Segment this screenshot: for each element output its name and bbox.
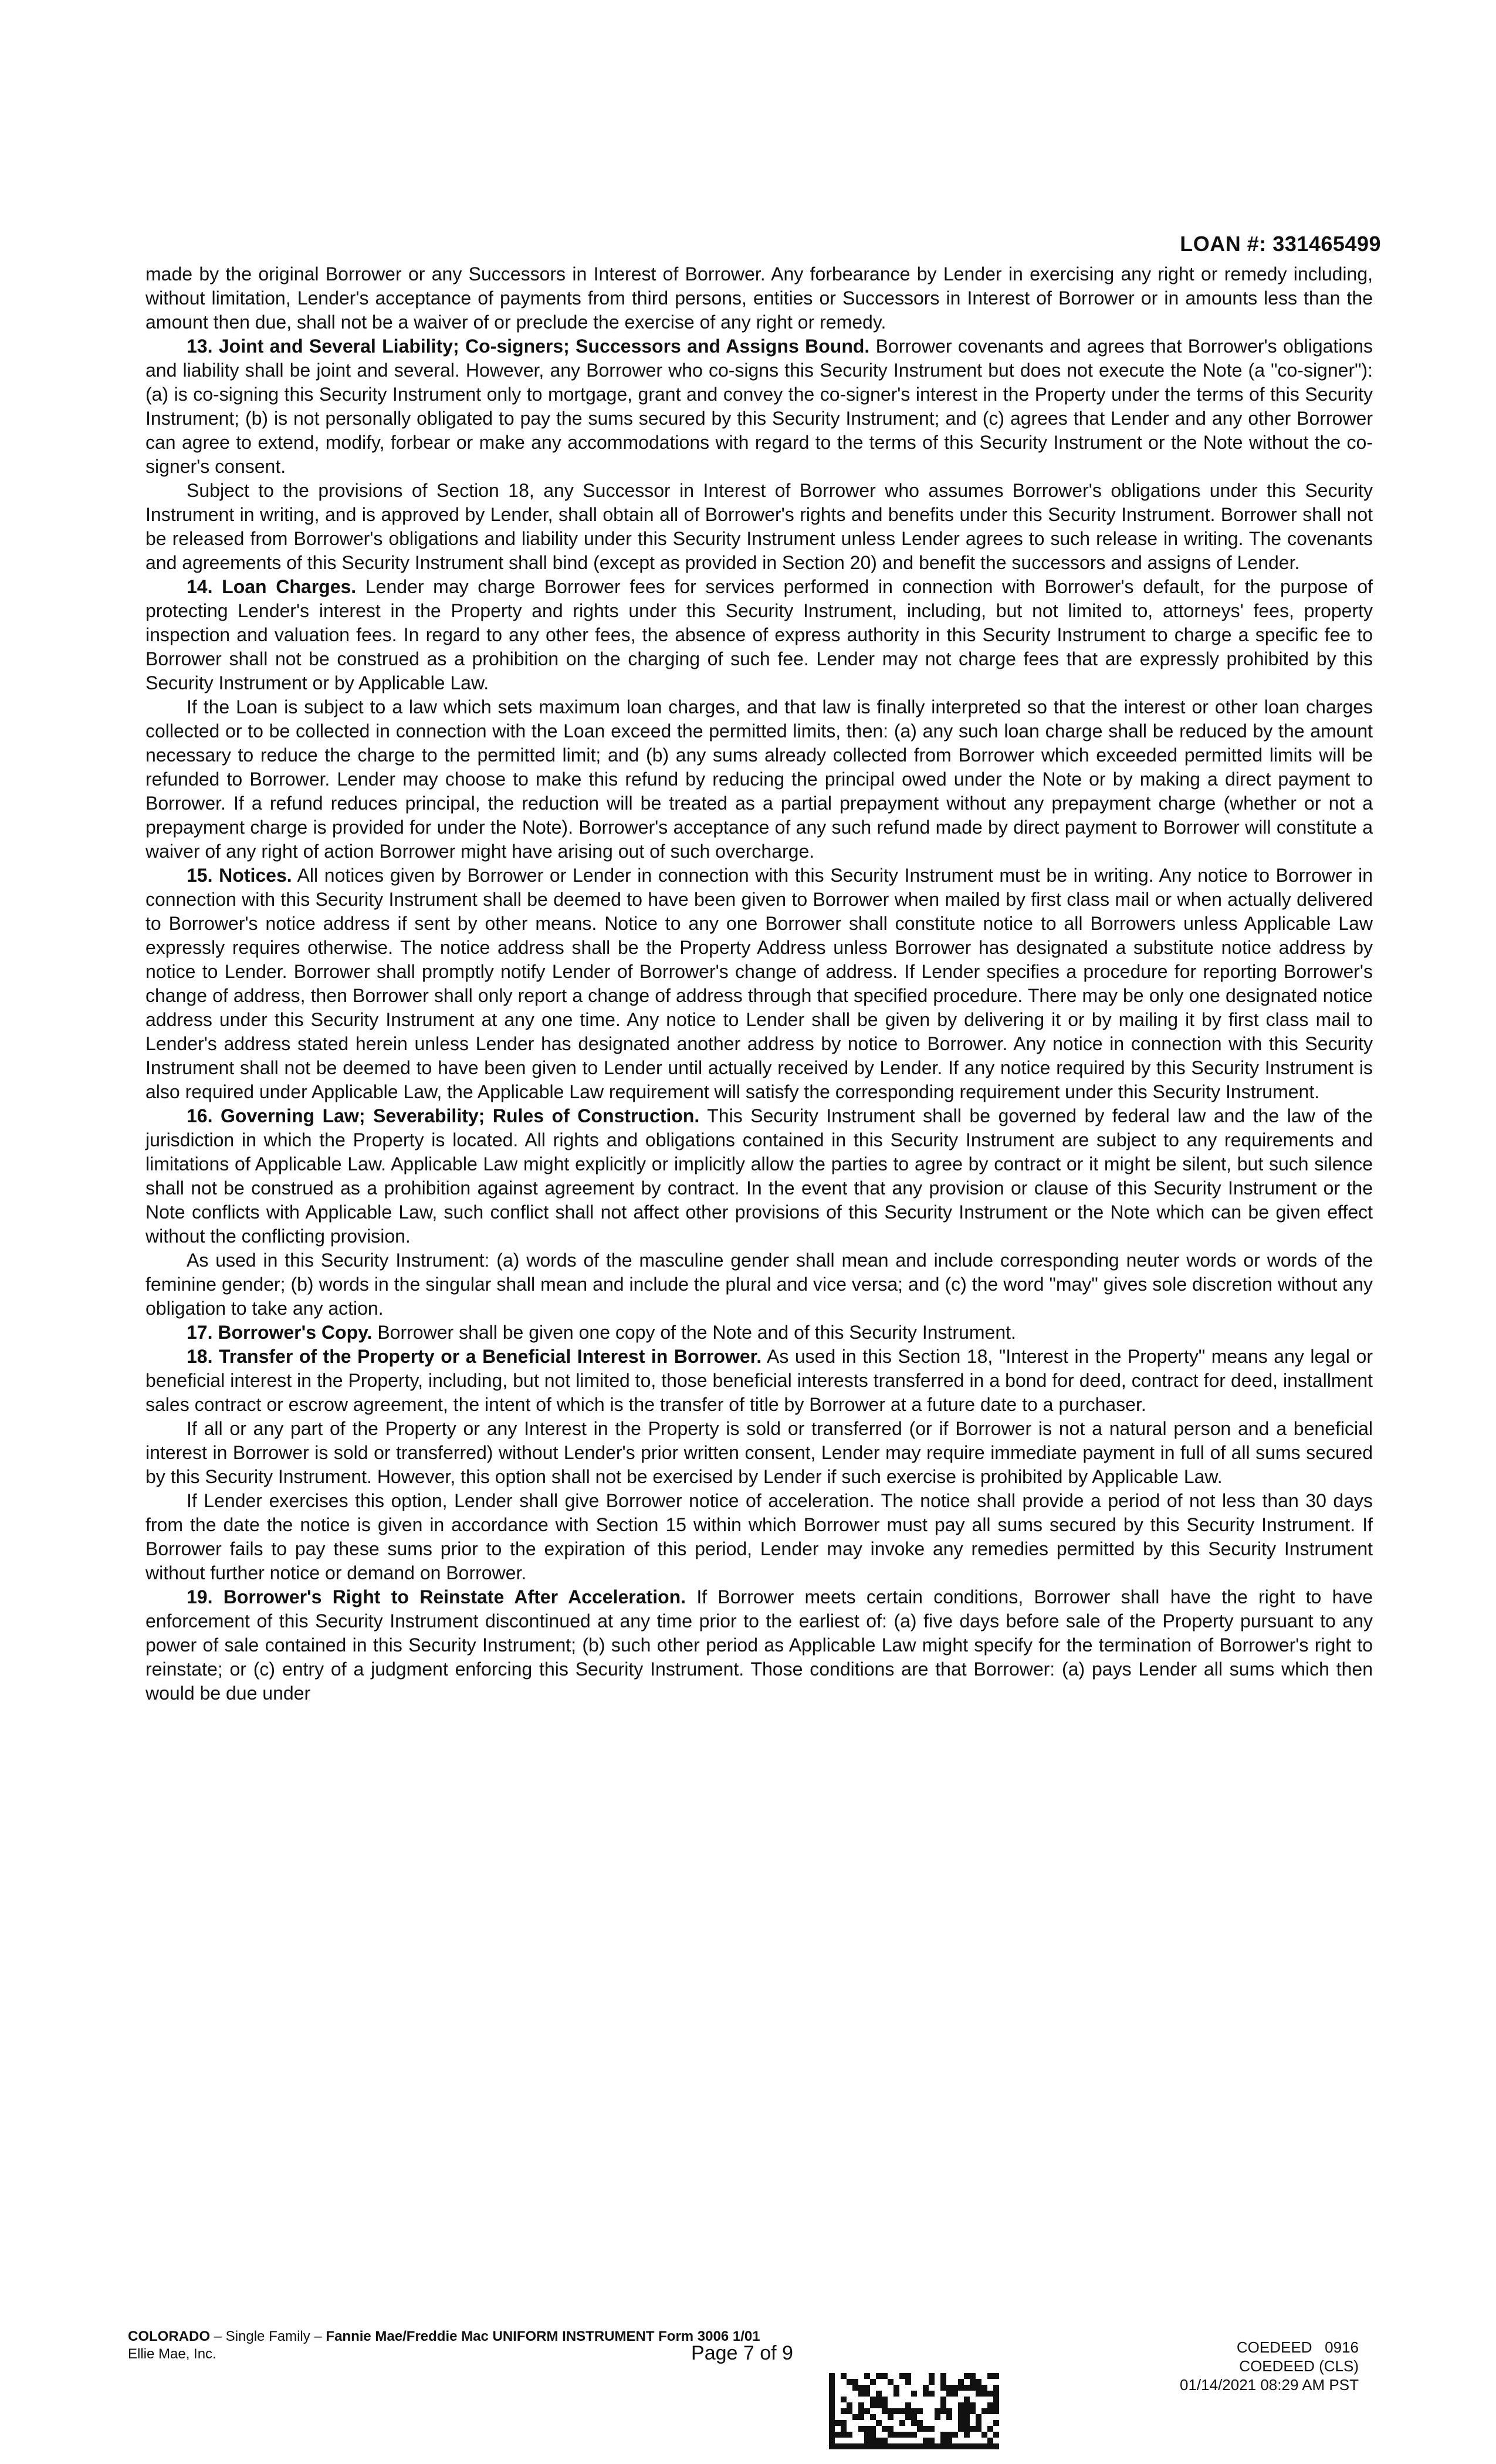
section-text: All notices given by Borrower or Lender in connection with this Security Instrument must be in writing. Any notice to Borrower in connection with this Security Instrument shall be deemed to have been given to Borrower when mailed by first class mail or when actually delivered to Borrower's notice address if sent by other means. Notice to any one Borrower shall constitute notice to all Borrowers unless Applicable Law expressly requires otherwise. The notice address shall be the Property Address unless Borrower has designated a substitute notice address by notice to Lender. Borrower shall promptly notify Lender of Borrower's change of address. If Lender specifies a procedure for reporting Borrower's change of address, then Borrower shall only report a change of address through that specified procedure. There may be only one designated notice address under this Security Instrument at any one time. Any notice to Lender shall be given by delivering it or by mailing it by first class mail to Lender's address stated herein unless Lender has designated another address by notice to Borrower. Any notice in connection with this Security Instrument shall not be deemed to have been given to Lender until actually received by Lender. If any notice required by this Security Instrument is also required under Applicable Law, the Applicable Law requirement will satisfy the corresponding requirement under this Security Instrument. xyxy=(145,865,1373,1102)
loan-number: LOAN #: 331465499 xyxy=(1180,232,1381,256)
form-state: COLORADO xyxy=(128,2328,210,2344)
section-14 xyxy=(145,575,1373,695)
print-timestamp: 01/14/2021 08:29 AM PST xyxy=(1180,2376,1359,2394)
section-paragraph: If Lender exercises this option, Lender shall give Borrower notice of acceleration. The notice shall provide a period of not less than 30 days from the date the notice is given in accordance with Section 15 within which Borrower must pay all sums secured by this Security Instrument. If Borrower fails to pay these sums prior to the expiration of this period, Lender may invoke any remedies permitted by this Security Instrument without further notice or demand on Borrower. xyxy=(145,1490,1373,1583)
section-text: This Security Instrument shall be governed by federal law and the law of the jurisdiction in which the Property is located. All rights and obligations contained in this Security Instrument are subject to any requirements and limitations of Applicable Law. Applicable Law might explicitly or implicitly allow the parties to agree by contract or it might be silent, but such silence shall not be construed as a prohibition against agreement by contract. In the event that any provision or clause of this Security Instrument or the Note conflicts with Applicable Law, such conflict shall not affect other provisions of this Security Instrument or the Note which can be given effect without the conflicting provision. xyxy=(145,1105,1373,1247)
barcode-image xyxy=(829,2373,999,2449)
section-number: 16. xyxy=(187,1105,213,1126)
section-18 xyxy=(145,1345,1373,1417)
section-title: Borrower's Right to Reinstate After Acceleration. xyxy=(223,1586,686,1607)
document-codes xyxy=(1180,2338,1359,2394)
section-text: As used in this Section 18, "Interest in the Property" means any legal or beneficial interest in the Property, including, but not limited to, those beneficial interests transferred in a bond for deed, contract for deed, installment sales contract or escrow agreement, the intent of which is the transfer of title by Borrower at a future date to a purchaser. xyxy=(145,1346,1373,1415)
section-title: Loan Charges. xyxy=(222,576,357,597)
section-number: 19. xyxy=(187,1586,213,1607)
continuation-paragraph: made by the original Borrower or any Successors in Interest of Borrower. Any forbearance by Lender in exercising any right or remedy including, without limitation, Lender's acceptance of payments from third persons, entities or Successors in Interest of Borrower or in amounts less than the amount then due, shall not be a waiver of or preclude the exercise of any right or remedy. xyxy=(145,263,1373,333)
section-paragraph: If the Loan is subject to a law which sets maximum loan charges, and that law is finally interpreted so that the interest or other loan charges collected or to be collected in connection with the Loan exceed the permitted limits, then: (a) any such loan charge shall be reduced by the amount necessary to reduce the charge to the permitted limit; and (b) any sums already collected from Borrower which exceeded permitted limits will be refunded to Borrower. Lender may choose to make this refund by reducing the principal owed under the Note or by making a direct payment to Borrower. If a refund reduces principal, the reduction will be treated as a partial prepayment without any prepayment charge (whether or not a prepayment charge is provided for under the Note). Borrower's acceptance of any such refund made by direct payment to Borrower will constitute a waiver of any right of action Borrower might have arising out of such overcharge. xyxy=(145,696,1373,862)
form-description: – Single Family – xyxy=(210,2328,326,2344)
section-paragraph: As used in this Security Instrument: (a) words of the masculine gender shall mean and include corresponding neuter words or words of the feminine gender; (b) words in the singular shall mean and include the plural and vice versa; and (c) the word "may" gives sole discretion without any obligation to take any action. xyxy=(145,1250,1373,1319)
section-16 xyxy=(145,1104,1373,1248)
section-text: Borrower shall be given one copy of the Note and of this Security Instrument. xyxy=(377,1322,1016,1343)
form-name: Fannie Mae/Freddie Mac UNIFORM INSTRUMENT Form 3006 1/01 xyxy=(326,2328,760,2344)
section-15 xyxy=(145,864,1373,1104)
doc-code-primary: COEDEED 0916 xyxy=(1236,2338,1359,2356)
form-title-line xyxy=(128,2328,760,2345)
section-paragraph: Subject to the provisions of Section 18, any Successor in Interest of Borrower who assumes Borrower's obligations under this Security Instrument in writing, and is approved by Lender, shall obtain all of Borrower's rights and benefits under this Security Instrument. Borrower shall not be released from Borrower's obligations and liability under this Security Instrument unless Lender agrees to such release in writing. The covenants and agreements of this Security Instrument shall bind (except as provided in Section 20) and benefit the successors and assigns of Lender. xyxy=(145,480,1373,573)
section-title: Borrower's Copy. xyxy=(218,1322,373,1343)
section-number: 17. xyxy=(187,1322,213,1343)
section-title: Notices. xyxy=(219,865,292,886)
vendor-name: Ellie Mae, Inc. xyxy=(128,2346,216,2362)
section-title: Transfer of the Property or a Beneficial Interest in Borrower. xyxy=(219,1346,762,1367)
section-text: Borrower covenants and agrees that Borrower's obligations and liability shall be joint and several. However, any Borrower who co-signs this Security Instrument but does not execute the Note (a "co-signer"): (a) is co-signing this Security Instrument only to mortgage, grant and convey the co-signer's interest in the Property under the terms of this Security Instrument; (b) is not personally obligated to pay the sums secured by this Security Instrument; and (c) agrees that Lender and any other Borrower can agree to extend, modify, forbear or make any accommodations with regard to the terms of this Security Instrument or the Note without the co-signer's consent. xyxy=(145,336,1373,477)
section-13 xyxy=(145,334,1373,479)
section-number: 13. xyxy=(187,336,213,357)
section-paragraph: If all or any part of the Property or any Interest in the Property is sold or transferred (or if Borrower is not a natural person and a beneficial interest in Borrower is sold or transferred) without Lender's prior written consent, Lender may require immediate payment in full of all sums secured by this Security Instrument. However, this option shall not be exercised by Lender if such exercise is prohibited by Applicable Law. xyxy=(145,1418,1373,1487)
section-text: Lender may charge Borrower fees for services performed in connection with Borrower's default, for the purpose of protecting Lender's interest in the Property and rights under this Security Instrument, including, but not limited to, attorneys' fees, property inspection and valuation fees. In regard to any other fees, the absence of express authority in this Security Instrument to charge a specific fee to Borrower shall not be construed as a prohibition on the charging of such fee. Lender may not charge fees that are expressly prohibited by this Security Instrument or by Applicable Law. xyxy=(145,576,1373,693)
section-title: Governing Law; Severability; Rules of Construction. xyxy=(221,1105,700,1126)
page-number: Page 7 of 9 xyxy=(691,2342,793,2364)
doc-code-secondary: COEDEED (CLS) xyxy=(1239,2357,1359,2375)
section-number: 15. xyxy=(187,865,213,886)
section-19 xyxy=(145,1585,1373,1705)
section-17 xyxy=(145,1321,1373,1345)
section-number: 18. xyxy=(187,1346,213,1367)
document-body xyxy=(145,262,1373,1705)
form-footer xyxy=(128,2328,760,2363)
section-text: If Borrower meets certain conditions, Borrower shall have the right to have enforcement of this Security Instrument discontinued at any time prior to the earliest of: (a) five days before sale of the Property pursuant to any power of sale contained in this Security Instrument; (b) such other period as Applicable Law might specify for the termination of Borrower's right to reinstate; or (c) entry of a judgment enforcing this Security Instrument. Those conditions are that Borrower: (a) pays Lender all sums which then would be due under xyxy=(145,1586,1373,1704)
section-number: 14. xyxy=(187,576,213,597)
section-title: Joint and Several Liability; Co-signers; Successors and Assigns Bound. xyxy=(218,336,870,357)
